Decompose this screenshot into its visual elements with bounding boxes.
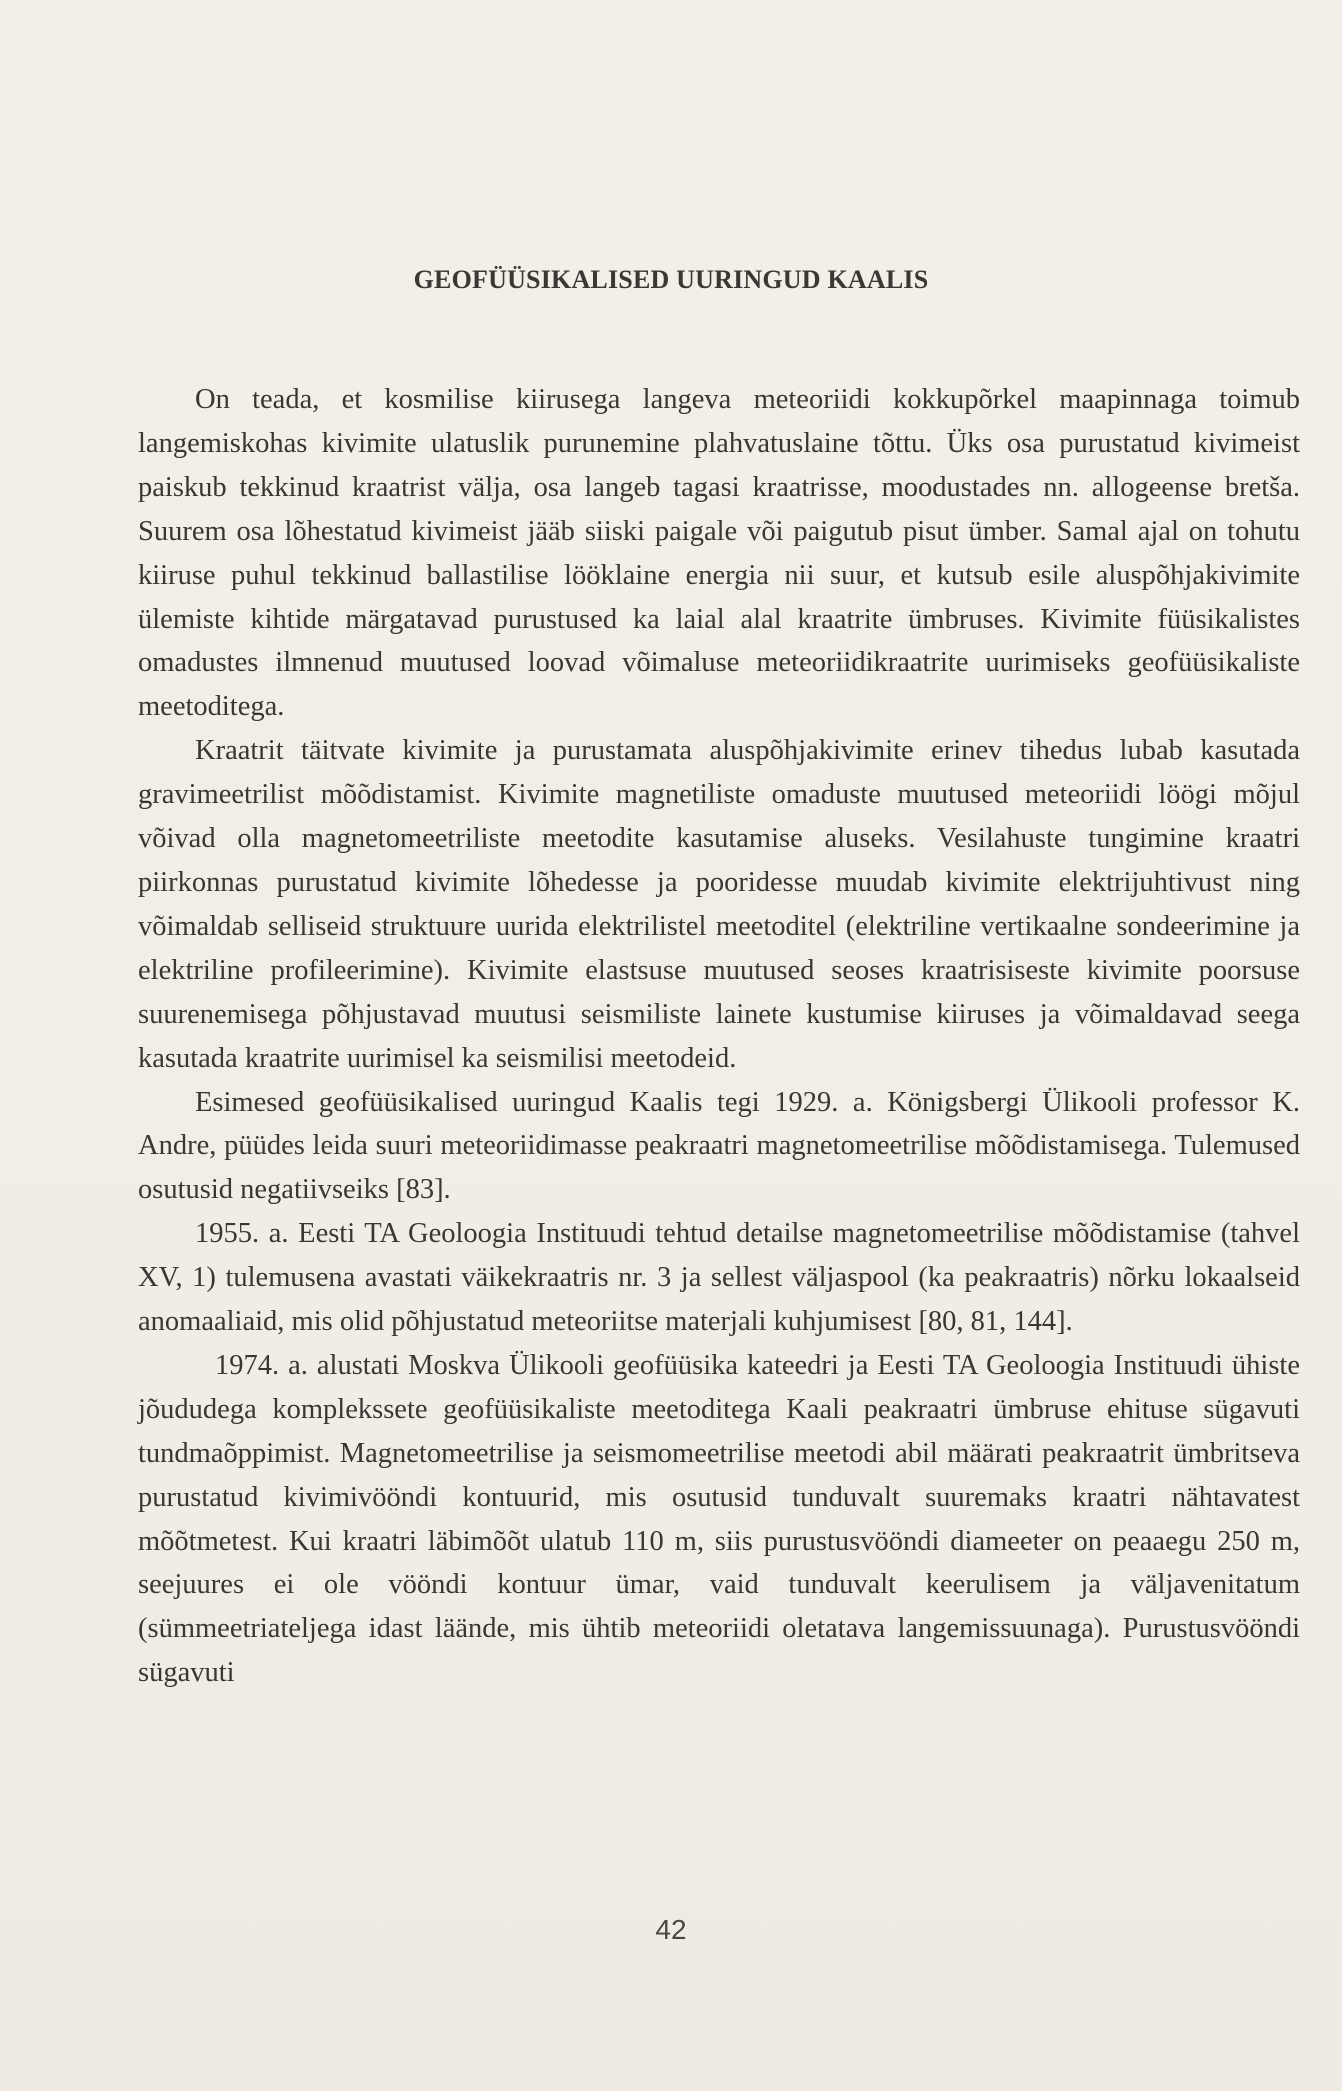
paragraph-impact-effects: On teada, et kosmilise kiirusega langeva meteoriidi kokkupõrkel maapinnaga toimub langemiskohas kivimite ulatuslik purunemine plahvatuslaine tõttu. Üks osa purustatud kivimeist paiskub tekkinud kraatrist välja, osa langeb tagasi kraatrisse, moodustades nn. allogeense bretša. Suurem osa lõhestatud kivimeist jääb siiski paigale või paigutub pisut ümber. Samal ajal on tohutu kiiruse puhul tekkinud ballastilise lööklaine energia nii suur, et kutsub esile aluspõhjakivimite ülemiste kihtide märgatavad purustused ka laial alal kraatrite ümbruses. Kivimite füüsikalistes omadustes ilmnenud muutused loovad võimaluse meteoriidikraatrite uurimiseks geofüüsikaliste meetoditega. bbox=[138, 384, 1300, 723]
page-number: 42 bbox=[655, 1914, 687, 1945]
body-text bbox=[138, 378, 1300, 1695]
paragraph-methods: Kraatrit täitvate kivimite ja purustamata aluspõhjakivimite erinev tihedus lubab kasutada gravimeetrilist mõõdistamist. Kivimite magnetiliste omaduste muutused meteoriidi löögi mõjul võivad olla magnetomeetriliste meetodite kasutamise aluseks. Vesilahuste tungimine kraatri piirkonnas purustatud kivimite lõhedesse ja pooridesse muudab kivimite elektrijuhtivust ning võimaldab selliseid struktuure uurida elektrilistel meetoditel (elektriline vertikaalne sondeerimine ja elektriline profileerimine). Kivimite elastsuse muutused seoses kraatrisiseste kivimite poorsuse suurenemisega põhjustavad muutusi seismiliste lainete kustumise kiiruses ja võimaldavad seega kasutada kraatrite uurimisel ka seismilisi meetodeid. bbox=[138, 735, 1300, 1074]
paragraph-study-1974: 1974. a. alustati Moskva Ülikooli geofüüsika kateedri ja Eesti TA Geoloogia Instituudi ühiste jõududega komplekssete geofüüsikaliste meetoditega Kaali peakraatri ümbruse ehituse sügavuti tundmaõppimist. Magnetomeetrilise ja seismomeetrilise meetodi abil määrati peakraatrit ümbritseva purustatud kivimivööndi kontuurid, mis osutusid tunduvalt suuremaks kraatri nähtavatest mõõtmetest. Kui kraatri läbimõõt ulatub 110 m, siis purustusvööndi diameeter on peaaegu 250 m, seejuures ei ole vööndi kontuur ümar, vaid tunduvalt keerulisem ja väljavenitatum (sümmeetriateljega idast läände, mis ühtib meteoriidi oletatava langemissuunaga). Purustusvööndi sügavuti bbox=[138, 1349, 1300, 1689]
paragraph-survey-1955: 1955. a. Eesti TA Geoloogia Instituudi tehtud detailse magnetomeetrilise mõõdistamise (tahvel XV, 1) tulemusena avastati väikekraatris nr. 3 ja sellest väljaspool (ka peakraatris) nõrku lokaalseid anomaaliaid, mis olid põhjustatud meteoriitse materjali kuhjumisest [80, 81, 144]. bbox=[138, 1218, 1300, 1338]
section-title: GEOFÜÜSIKALISED UURINGUD KAALIS bbox=[413, 265, 929, 295]
paragraph-first-studies-1929: Esimesed geofüüsikalised uuringud Kaalis tegi 1929. a. Königsbergi Ülikooli professor K. Andre, püüdes leida suuri meteoriidimasse peakraatri magnetomeetrilise mõõdistamisega. Tulemused osutusid negatiivseiks [83]. bbox=[138, 1086, 1300, 1206]
